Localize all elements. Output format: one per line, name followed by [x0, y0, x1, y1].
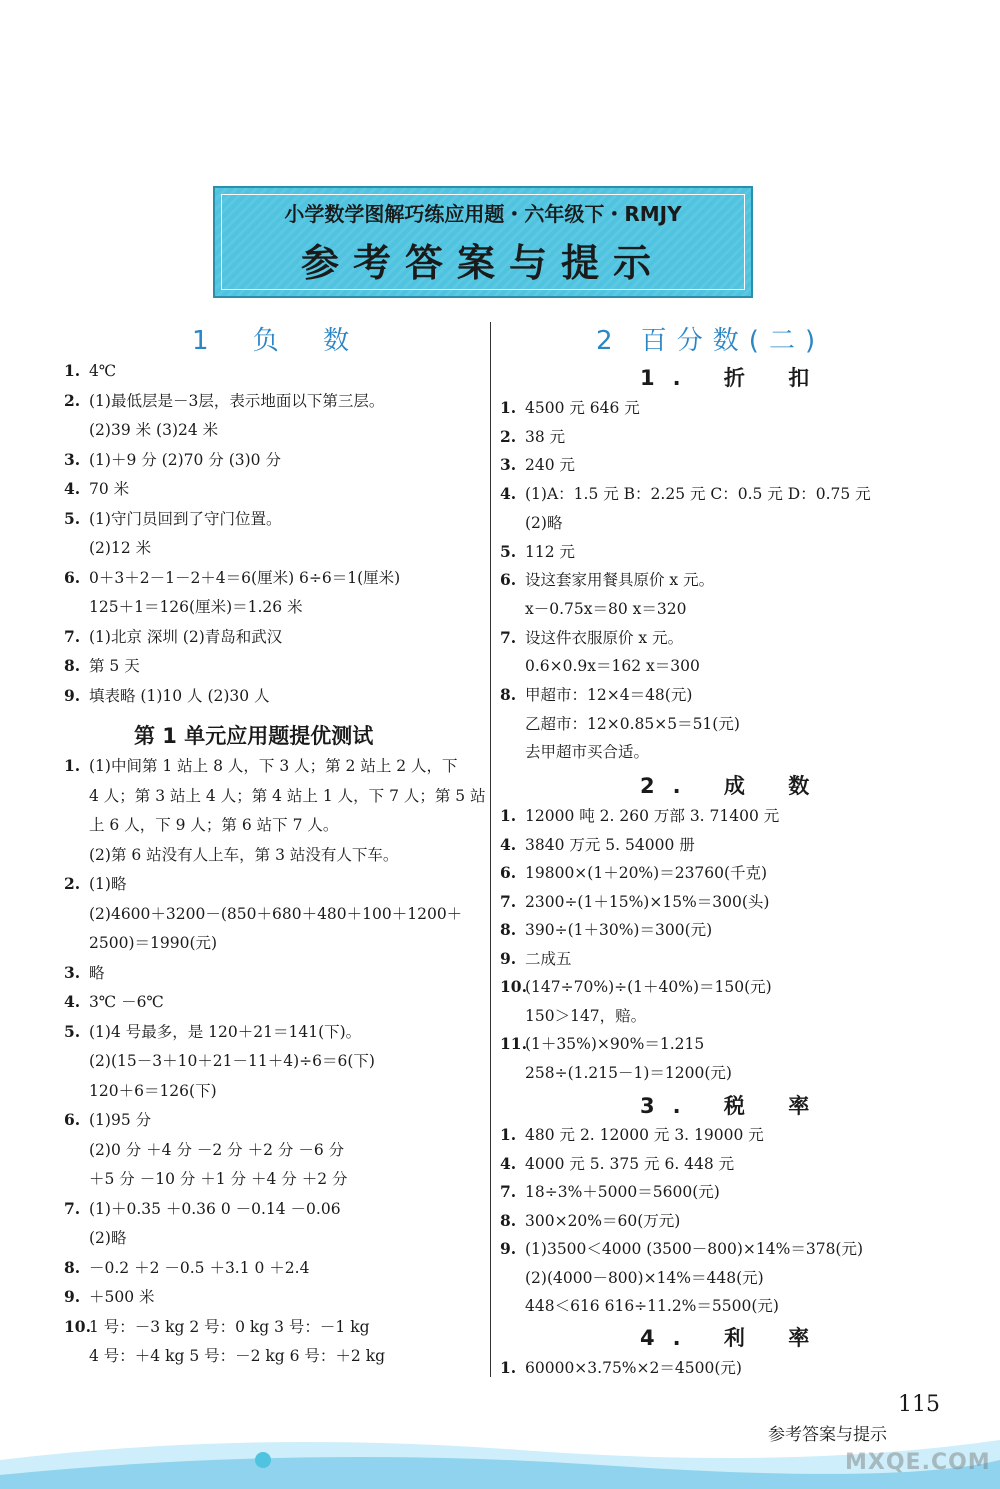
answer-text: (1)最低层是－3层，表示地面以下第三层。: [89, 391, 385, 410]
question-number: 2.: [64, 390, 81, 410]
answer-line: [64, 962, 105, 984]
answer-line: [64, 1286, 155, 1308]
answer-line: [64, 873, 126, 895]
answer-line: [500, 1357, 742, 1379]
answer-text: 19800×(1＋20%)＝23760(千克): [525, 864, 768, 882]
answer-text: 填表略 (1)10 人 (2)30 人: [89, 686, 270, 705]
answer-text: 二成五: [525, 949, 572, 968]
subsection-fraction-tenths: 2. 成 数: [640, 774, 828, 798]
answer-line: [500, 655, 700, 677]
answer-line: [64, 991, 164, 1013]
answer-line: [500, 1033, 704, 1055]
question-number: 10.: [64, 1316, 91, 1336]
answer-text: (1)略: [89, 875, 127, 893]
answer-line: [500, 1124, 764, 1146]
answer-line: [500, 1295, 779, 1317]
answer-text: 2500)＝1990(元): [89, 934, 218, 952]
question-number: 8.: [500, 920, 517, 939]
answer-line: [64, 508, 281, 530]
answer-line: [64, 390, 384, 412]
answer-line: [500, 805, 779, 827]
answer-line: [500, 1153, 734, 1175]
answer-text: (1)＋9 分 (2)70 分 (3)0 分: [89, 450, 281, 469]
question-number: 8.: [500, 1210, 517, 1230]
question-number: 4.: [64, 992, 81, 1011]
banner-subtitle: 小学数学图解巧练应用题・六年级下・RMJY: [284, 202, 682, 226]
answer-line: [500, 512, 562, 534]
answer-line: [64, 449, 281, 471]
answer-text: (1)＋0.35 ＋0.36 0 －0.14 －0.06: [89, 1199, 341, 1218]
answer-text: 4 号：＋4 kg 5 号：－2 kg 6 号：＋2 kg: [89, 1347, 386, 1365]
question-number: 6.: [64, 1110, 81, 1129]
question-number: 7.: [500, 1182, 517, 1201]
answer-line: [500, 1267, 764, 1289]
answer-line: [500, 862, 767, 884]
answer-line: [64, 478, 129, 500]
answer-line: [500, 741, 649, 763]
answer-line: [64, 537, 151, 559]
question-number: 8.: [500, 685, 517, 704]
answer-text: 125＋1＝126(厘米)＝1.26 米: [89, 598, 303, 616]
answer-line: [500, 1181, 720, 1203]
question-number: 6.: [500, 863, 517, 882]
answer-text: 448＜616 616÷11.2%＝5500(元): [525, 1297, 779, 1315]
answer-text: 112 元: [525, 542, 576, 561]
answer-text: 300×20%＝60(万元): [525, 1211, 681, 1230]
answer-line: [500, 713, 740, 735]
answer-text: 390÷(1＋30%)＝300(元): [525, 921, 713, 939]
answer-text: 上 6 人，下 9 人；第 6 站下 7 人。: [89, 816, 339, 834]
question-number: 9.: [500, 1239, 517, 1258]
answer-text: 258÷(1.215－1)＝1200(元): [525, 1063, 732, 1082]
answer-line: [64, 655, 140, 677]
answer-line: [500, 627, 683, 649]
answer-text: (2)4600＋3200－(850＋680＋480＋100＋1200＋: [89, 904, 463, 923]
answer-line: [500, 891, 769, 913]
answer-text: 略: [89, 963, 105, 982]
answer-text: 4500 元 646 元: [525, 399, 640, 417]
answer-line: [64, 755, 458, 777]
answer-text: 3840 万元 5. 54000 册: [525, 835, 695, 854]
answer-text: 0.6×0.9x＝162 x＝300: [525, 657, 700, 676]
answer-text: 去甲超市买合适。: [525, 743, 650, 762]
answer-line: [500, 1062, 732, 1084]
answer-line: [64, 1080, 217, 1102]
question-number: 7.: [64, 1198, 81, 1218]
answer-line: [64, 1109, 151, 1131]
question-number: 10.: [500, 977, 527, 996]
question-number: 4.: [500, 1153, 517, 1173]
answer-text: (2)(4000－800)×14%＝448(元): [525, 1268, 764, 1287]
answer-text: (1)守门员回到了守门位置。: [89, 509, 282, 528]
answer-text: (1)4 号最多，是 120＋21＝141(下)。: [89, 1022, 362, 1041]
answer-text: 4000 元 5. 375 元 6. 448 元: [525, 1154, 735, 1173]
answer-line: [500, 541, 575, 563]
answer-line: [500, 834, 695, 856]
answer-line: [64, 419, 218, 441]
answer-line: [64, 685, 270, 707]
question-number: 1.: [64, 361, 81, 380]
answer-text: (2)第 6 站没有人上车，第 3 站没有人下车。: [89, 845, 399, 864]
answer-line: [64, 1021, 361, 1043]
section-title-negative-numbers: 1 负 数: [192, 326, 368, 356]
answer-text: 甲超市：12×4＝48(元): [525, 686, 693, 704]
column-divider: [490, 322, 491, 1377]
question-number: 4.: [500, 484, 517, 504]
question-number: 9.: [500, 948, 517, 968]
answer-text: 3℃ －6℃: [89, 993, 164, 1011]
answer-text: 设这套家用餐具原价 x 元。: [525, 571, 715, 590]
watermark-logo: MXQE.COM: [845, 1450, 991, 1475]
answer-line: [64, 1345, 385, 1367]
answer-text: 0＋3＋2－1－2＋4＝6(厘米) 6÷6＝1(厘米): [89, 568, 401, 587]
answer-line: [64, 785, 486, 807]
answer-text: (2)39 米 (3)24 米: [89, 421, 219, 439]
answer-text: 38 元: [525, 427, 566, 446]
answer-line: [500, 684, 692, 706]
answer-line: [500, 1210, 680, 1232]
answer-line: [500, 948, 572, 970]
question-number: 3.: [64, 449, 81, 469]
answer-text: x－0.75x＝80 x＝320: [525, 599, 687, 618]
answer-line: [500, 1238, 863, 1260]
question-number: 2.: [64, 874, 81, 893]
answer-text: 480 元 2. 12000 元 3. 19000 元: [525, 1126, 764, 1144]
title-banner: [213, 186, 753, 298]
answer-text: (147÷70%)÷(1＋40%)＝150(元): [525, 978, 772, 996]
answer-text: 150＞147，赔。: [525, 1006, 647, 1025]
answer-text: (1)3500＜4000 (3500－800)×14%＝378(元): [525, 1240, 864, 1258]
answer-line: [64, 1227, 126, 1249]
answer-text: (1)北京 深圳 (2)青岛和武汉: [89, 627, 283, 646]
answer-text: 1 号：－3 kg 2 号：0 kg 3 号：－1 kg: [89, 1317, 370, 1336]
answer-text: 18÷3%＋5000＝5600(元): [525, 1183, 720, 1201]
answer-text: ＋5 分 －10 分 ＋1 分 ＋4 分 ＋2 分: [89, 1170, 348, 1188]
answer-text: 12000 吨 2. 260 万部 3. 71400 元: [525, 807, 780, 825]
answer-line: [64, 596, 303, 618]
answer-line: [500, 598, 686, 620]
answer-line: [64, 1198, 341, 1220]
question-number: 7.: [500, 891, 517, 911]
question-number: 8.: [64, 656, 81, 675]
answer-line: [64, 1139, 344, 1161]
page-number: 115: [898, 1392, 940, 1417]
answer-text: 120＋6＝126(下): [89, 1081, 217, 1100]
answer-text: (2)0 分 ＋4 分 －2 分 ＋2 分 －6 分: [89, 1140, 345, 1159]
answer-text: 60000×3.75%×2＝4500(元): [525, 1359, 742, 1377]
answer-text: 4℃: [89, 362, 117, 380]
answer-text: 第 5 天: [89, 657, 140, 675]
question-number: 9.: [64, 685, 81, 705]
answer-line: [64, 932, 217, 954]
question-number: 7.: [500, 627, 517, 647]
answer-line: [500, 1005, 646, 1027]
question-number: 1.: [500, 398, 517, 417]
answer-line: [64, 1050, 375, 1072]
answer-line: [500, 426, 565, 448]
answer-line: [64, 360, 116, 382]
answer-text: 设这件衣服原价 x 元。: [525, 628, 684, 647]
answer-line: [500, 454, 575, 476]
answer-text: (1＋35%)×90%＝1.215: [525, 1035, 705, 1053]
question-number: 4.: [500, 834, 517, 854]
answer-line: [64, 844, 398, 866]
answer-line: [64, 903, 462, 925]
question-number: 1.: [500, 806, 517, 825]
question-number: 2.: [500, 426, 517, 446]
answer-line: [64, 1257, 309, 1279]
question-number: 3.: [500, 455, 517, 475]
answer-text: 乙超市：12×0.85×5＝51(元): [525, 714, 740, 733]
question-number: 6.: [500, 570, 517, 590]
question-number: 5.: [64, 508, 81, 528]
answer-text: (1)95 分: [89, 1111, 152, 1129]
answer-text: ＋500 米: [89, 1288, 155, 1306]
answer-line: [64, 1168, 348, 1190]
question-number: 1.: [64, 756, 81, 775]
answer-line: [500, 569, 714, 591]
unit-test-title: 第 1 单元应用题提优测试: [134, 724, 374, 748]
answer-text: (1)A：1.5 元 B：2.25 元 C：0.5 元 D：0.75 元: [525, 485, 871, 504]
question-number: 5.: [500, 541, 517, 561]
question-number: 6.: [64, 567, 81, 587]
answer-text: 2300÷(1＋15%)×15%＝300(头): [525, 892, 770, 911]
answer-text: (2)(15－3＋10＋21－11＋4)÷6＝6(下): [89, 1052, 375, 1070]
question-number: 1.: [500, 1125, 517, 1144]
answer-line: [500, 397, 640, 419]
answer-line: [64, 814, 338, 836]
answer-text: (1)中间第 1 站上 8 人，下 3 人；第 2 站上 2 人，下: [89, 757, 458, 775]
footer-label: 参考答案与提示: [768, 1425, 887, 1445]
section-title-percent: 2 百分数(二): [596, 326, 826, 356]
question-number: 11.: [500, 1034, 527, 1053]
answer-line: [64, 567, 400, 589]
answer-text: 70 米: [89, 480, 130, 498]
subsection-discount: 1. 折 扣: [640, 366, 828, 390]
answer-line: [500, 483, 871, 505]
answer-text: (2)略: [525, 513, 563, 532]
question-number: 3.: [64, 962, 81, 982]
answer-line: [64, 626, 282, 648]
answer-text: －0.2 ＋2 －0.5 ＋3.1 0 ＋2.4: [89, 1258, 310, 1277]
answer-text: 240 元: [525, 456, 576, 475]
banner-title: 参考答案与提示: [300, 241, 665, 285]
question-number: 7.: [64, 626, 81, 646]
subsection-interest-rate: 4. 利 率: [640, 1326, 828, 1350]
question-number: 1.: [500, 1358, 517, 1377]
subsection-tax-rate: 3. 税 率: [640, 1094, 828, 1118]
answer-line: [500, 919, 712, 941]
answer-text: 4 人；第 3 站上 4 人；第 4 站上 1 人，下 7 人；第 5 站: [89, 786, 486, 805]
question-number: 8.: [64, 1257, 81, 1277]
answer-text: (2)略: [89, 1229, 127, 1247]
question-number: 5.: [64, 1021, 81, 1041]
answer-line: [64, 1316, 370, 1338]
question-number: 9.: [64, 1287, 81, 1306]
answer-text: (2)12 米: [89, 539, 152, 557]
answer-line: [500, 976, 772, 998]
question-number: 4.: [64, 479, 81, 498]
